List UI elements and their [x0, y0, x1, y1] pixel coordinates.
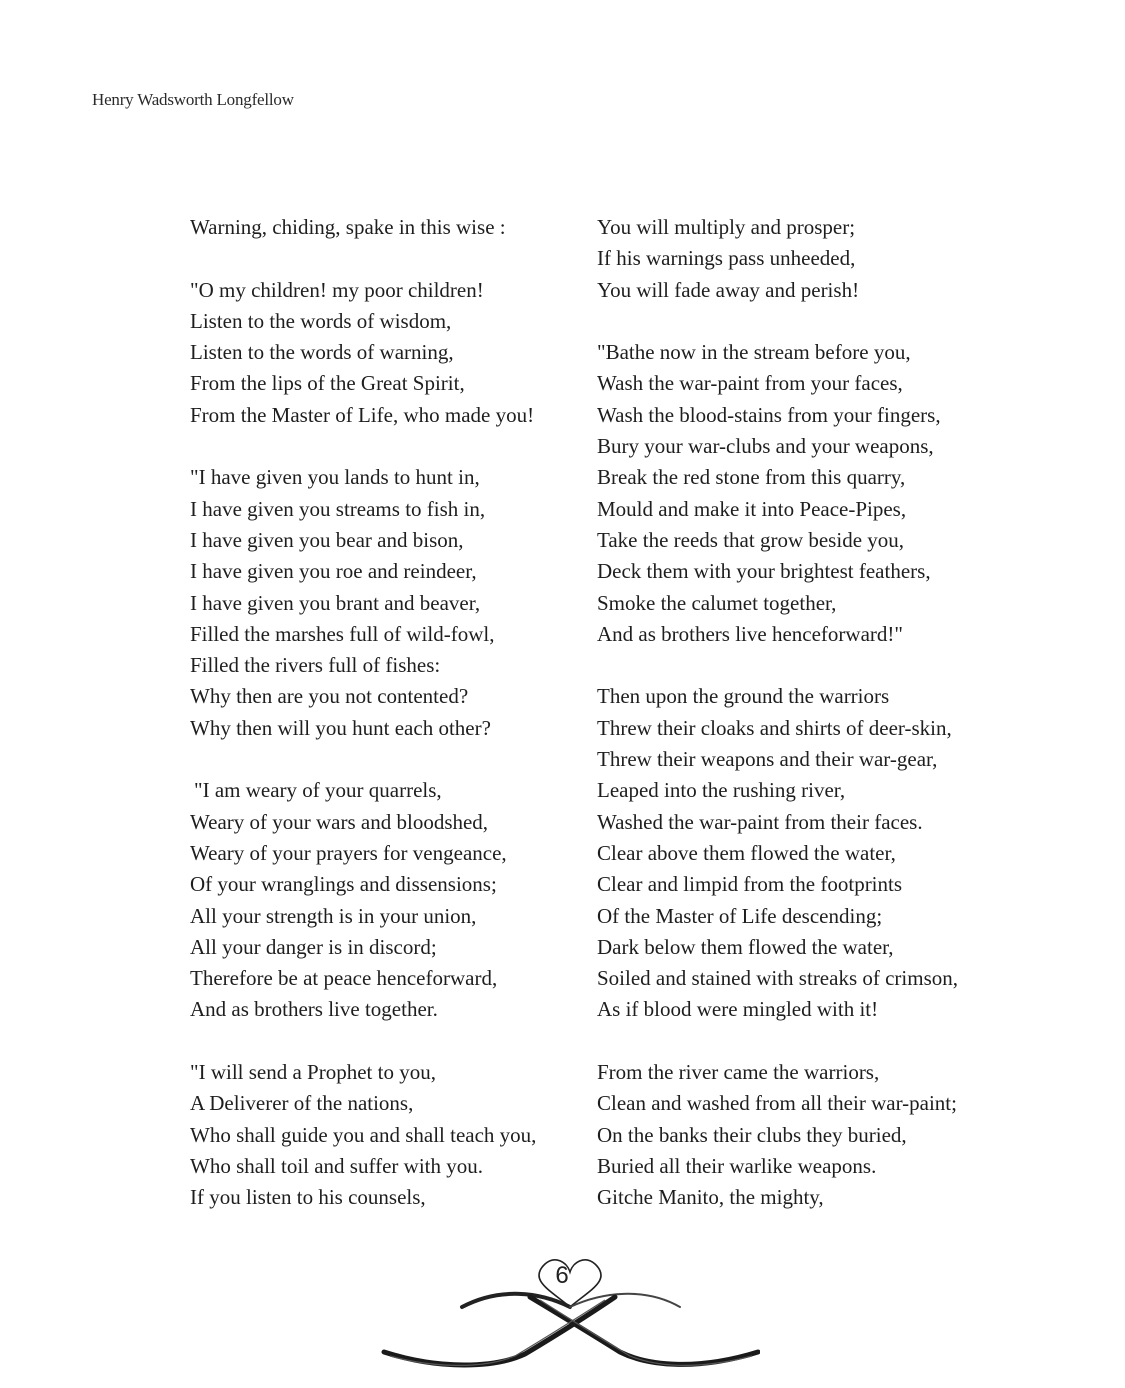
page-number: 6	[555, 1262, 569, 1289]
poem-line: Listen to the words of warning,	[190, 340, 454, 365]
poem-line: Clear above them flowed the water,	[597, 840, 896, 865]
poem-line: Filled the rivers full of fishes:	[190, 653, 441, 678]
poem-line: From the Master of Life, who made you!	[190, 402, 535, 427]
poem-line: Wash the blood-stains from your fingers,	[597, 402, 941, 427]
poem-line: Clean and washed from all their war-paint;	[597, 1091, 957, 1116]
stanza	[190, 212, 585, 243]
stanza	[597, 212, 1017, 306]
poem-line: Warning, chiding, spake in this wise :	[190, 215, 506, 239]
stanza	[190, 275, 585, 431]
poem-line: Smoke the calumet together,	[597, 590, 837, 615]
poem-line: All your strength is in your union,	[190, 903, 477, 928]
poem-line: Listen to the words of wisdom,	[190, 308, 452, 333]
poem-line: Dark below them flowed the water,	[597, 934, 894, 959]
stanza	[597, 337, 1017, 650]
poem-line: All your danger is in discord;	[190, 934, 437, 959]
poem-line: I have given you bear and bison,	[190, 527, 464, 552]
poem-line: I have given you streams to fish in,	[190, 496, 486, 521]
poem-line: "I have given you lands to hunt in,	[190, 465, 480, 490]
poem-line: "Bathe now in the stream before you,	[597, 340, 911, 365]
poem-column-right	[597, 212, 1017, 1214]
poem-line: Threw their weapons and their war-gear,	[597, 747, 938, 772]
poem-line: I have given you roe and reindeer,	[190, 559, 477, 584]
poem-line: You will fade away and perish!	[597, 277, 860, 302]
poem-line: Break the red stone from this quarry,	[597, 465, 906, 490]
poem-line: "I am weary of your quarrels,	[194, 778, 442, 803]
stanza	[190, 462, 585, 744]
poem-line: And as brothers live henceforward!"	[597, 621, 903, 646]
poem-line: Why then will you hunt each other?	[190, 715, 491, 740]
poem-line: Of the Master of Life descending;	[597, 903, 883, 928]
poem-line: Therefore be at peace henceforward,	[190, 966, 498, 991]
stanza	[190, 1057, 585, 1213]
poem-line: Mould and make it into Peace-Pipes,	[597, 496, 907, 521]
poem-line: A Deliverer of the nations,	[190, 1091, 414, 1116]
poem-line: If you listen to his counsels,	[190, 1185, 426, 1210]
poem-line: Filled the marshes full of wild-fowl,	[190, 621, 495, 646]
stanza	[597, 1057, 1017, 1213]
poem-line: Weary of your wars and bloodshed,	[190, 809, 489, 834]
poem-line: Washed the war-paint from their faces.	[597, 809, 923, 834]
poem-line: Buried all their warlike weapons.	[597, 1153, 877, 1178]
poem-line: Weary of your prayers for vengeance,	[190, 840, 507, 865]
poem-line: Who shall guide you and shall teach you,	[190, 1122, 537, 1147]
poem-line: Soiled and stained with streaks of crimson,	[597, 966, 959, 991]
poem-line: "O my children! my poor children!	[190, 277, 484, 302]
poem-line: Then upon the ground the warriors	[597, 684, 890, 709]
stanza	[190, 775, 585, 1025]
poem-line: Gitche Manito, the mighty,	[597, 1185, 824, 1210]
poem-line: "I will send a Prophet to you,	[190, 1060, 436, 1085]
poem-line: If his warnings pass unheeded,	[597, 246, 856, 271]
poem-line: Leaped into the rushing river,	[597, 778, 846, 803]
poem-line: I have given you brant and beaver,	[190, 590, 481, 615]
poem-line: From the lips of the Great Spirit,	[190, 371, 465, 396]
poem-line: From the river came the warriors,	[597, 1060, 880, 1085]
poem-line: On the banks their clubs they buried,	[597, 1122, 907, 1147]
poem-line: As if blood were mingled with it!	[597, 997, 879, 1022]
poem-line: Bury your war-clubs and your weapons,	[597, 434, 934, 459]
poem-line: Clear and limpid from the footprints	[597, 872, 903, 897]
stanza	[597, 681, 1017, 1025]
poem-line: Deck them with your brightest feathers,	[597, 559, 931, 584]
poem-line: Who shall toil and suffer with you.	[190, 1153, 483, 1178]
poem-line: Why then are you not contented?	[190, 684, 469, 709]
poem-column-left	[190, 212, 585, 1214]
poem-line: And as brothers live together.	[190, 997, 438, 1022]
poem-line: Threw their cloaks and shirts of deer-skin,	[597, 715, 952, 740]
poem-line: Of your wranglings and dissensions;	[190, 872, 497, 897]
poem-line: Take the reeds that grow beside you,	[597, 527, 905, 552]
running-head: Henry Wadsworth Longfellow	[92, 90, 294, 109]
poem-line: You will multiply and prosper;	[597, 215, 856, 239]
poem-line: Wash the war-paint from your faces,	[597, 371, 903, 396]
